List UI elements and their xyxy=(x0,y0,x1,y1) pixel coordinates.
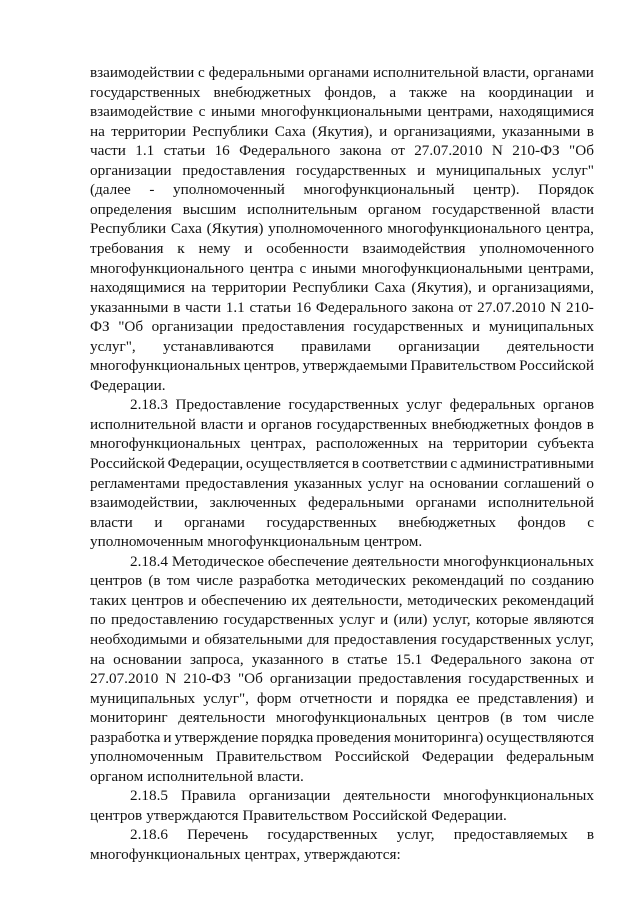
text-line: необходимыми и обязательными для предоставления государственных услуг, xyxy=(90,630,594,648)
text-line: на территории Республики Саха (Якутия), и организациями, указанными в xyxy=(90,122,594,140)
text-line: центров (в том числе разработка методических рекомендаций по созданию xyxy=(90,572,594,590)
text-line: многофункционального центра с иными многофункциональными центрами, xyxy=(90,259,594,277)
text-line: указанными в части 1.1 статьи 16 Федерального закона от 27.07.2010 N 210- xyxy=(90,298,594,316)
text-line: власти и органами государственных внебюджетных фондов с xyxy=(90,513,594,531)
text-line: взаимодействии, заключенных федеральными органами исполнительной xyxy=(90,494,594,512)
text-line: ФЗ "Об организации предоставления государственных и муниципальных xyxy=(90,318,594,336)
text-line: уполномоченным многофункциональным центром. xyxy=(90,533,423,551)
text-line: (далее - уполномоченный многофункциональный центр). Порядок xyxy=(90,181,594,199)
text-line: таких центров и обеспечению их деятельности, методических рекомендаций xyxy=(90,591,594,609)
text-line: по предоставлению государственных услуг и (или) услуг, которые являются xyxy=(90,611,594,629)
text-line: находящимися на территории Республики Саха (Якутия), и организациями, xyxy=(90,279,594,297)
text-line: центров утверждаются Правительством Российской Федерации. xyxy=(90,806,507,824)
text-line: части 1.1 статьи 16 Федерального закона от 27.07.2010 N 210-ФЗ "Об xyxy=(90,142,594,160)
text-line: 2.18.4 Методическое обеспечение деятельности многофункциональных xyxy=(130,552,594,570)
text-line: государственных внебюджетных фондов, а также на координации и xyxy=(90,83,594,101)
text-line: 2.18.6 Перечень государственных услуг, предоставляемых в xyxy=(130,826,594,844)
text-line: услуг", устанавливаются правилами организации деятельности xyxy=(90,337,594,355)
text-line: мониторинг деятельности многофункциональных центров (в том числе xyxy=(90,709,594,727)
text-line: определения высшим исполнительным органом государственной власти xyxy=(90,200,594,218)
text-line: 27.07.2010 N 210-ФЗ "Об организации предоставления государственных и xyxy=(90,670,594,688)
text-line: 2.18.3 Предоставление государственных услуг федеральных органов xyxy=(130,396,594,414)
text-line: организации предоставления государственных и муниципальных услуг" xyxy=(90,161,594,179)
text-line: исполнительной власти и органов государственных внебюджетных фондов в xyxy=(90,415,594,433)
text-line: уполномоченным Правительством Российской Федерации федеральным xyxy=(90,748,594,766)
text-line: Федерации. xyxy=(90,376,166,394)
text-line: многофункциональных центрах, расположенных на территории субъекта xyxy=(90,435,594,453)
text-line: многофункциональных центров, утверждаемыми Правительством Российской xyxy=(90,357,594,375)
text-line: Республики Саха (Якутия) уполномоченного многофункционального центра, xyxy=(90,220,594,238)
text-line: 2.18.5 Правила организации деятельности многофункциональных xyxy=(130,787,594,805)
text-line: на основании запроса, указанного в статье 15.1 Федерального закона от xyxy=(90,650,594,668)
text-line: Российской Федерации, осуществляется в соответствии с административными xyxy=(90,455,594,472)
text-line: взаимодействии с федеральными органами исполнительной власти, органами xyxy=(90,64,594,81)
text-line: регламентами предоставления указанных услуг на основании соглашений о xyxy=(90,474,594,492)
text-line: требования к нему и особенности взаимодействия уполномоченного xyxy=(90,239,594,257)
text-line: многофункциональных центрах, утверждаются: xyxy=(90,846,401,863)
text-line: муниципальных услуг", форм отчетности и порядка ее представления) и xyxy=(90,689,594,707)
text-line: взаимодействие с иными многофункциональными центрами, находящимися xyxy=(90,103,594,121)
text-line: органом исполнительной власти. xyxy=(90,767,304,785)
text-line: разработка и утверждение порядка проведения мониторинга) осуществляются xyxy=(90,728,594,746)
